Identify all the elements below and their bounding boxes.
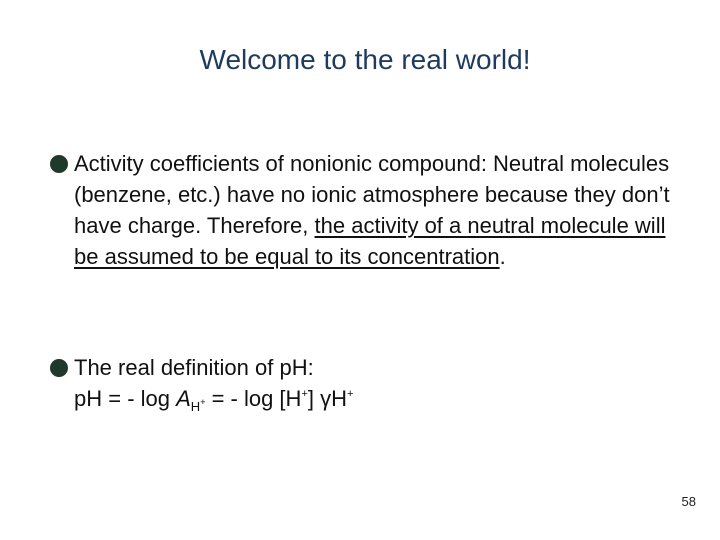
- bullet-text: [74, 352, 690, 419]
- bullet-item-ph: [50, 352, 690, 419]
- bullet-dot-icon: [50, 359, 68, 377]
- eq-activity-symbol: A: [176, 386, 191, 411]
- bullet-text-plain: Activity coefficients of nonionic compound: Neutral molecules (benzene, etc.) have no ionic atmosphere because they don’t have charge. Therefore,: [74, 151, 670, 238]
- eq-lhs: pH = - log: [74, 386, 177, 411]
- eq-mid: = - log [H: [205, 386, 302, 411]
- slide-title: Welcome to the real world!: [199, 44, 531, 75]
- eq-sup-plus-1: +: [301, 388, 308, 400]
- eq-subscript: [191, 399, 206, 414]
- bullet-dot-icon: [50, 155, 68, 173]
- bullet-text: [74, 148, 690, 272]
- bullet-text-underlined: the activity of a neutral molecule will be assumed to be equal to its concentration: [74, 213, 666, 269]
- page-number: 58: [681, 494, 696, 509]
- eq-sub-plus: +: [200, 397, 206, 407]
- ph-heading: The real definition of pH:: [74, 355, 314, 380]
- ph-equation: [74, 383, 690, 419]
- eq-sub-h: H: [190, 399, 201, 414]
- eq-sup-plus-2: +: [347, 388, 354, 400]
- eq-close: ]: [307, 386, 321, 411]
- eq-gamma: γH: [320, 386, 347, 411]
- bullet-text-end: .: [499, 244, 506, 269]
- bullet-item-activity: [50, 148, 690, 272]
